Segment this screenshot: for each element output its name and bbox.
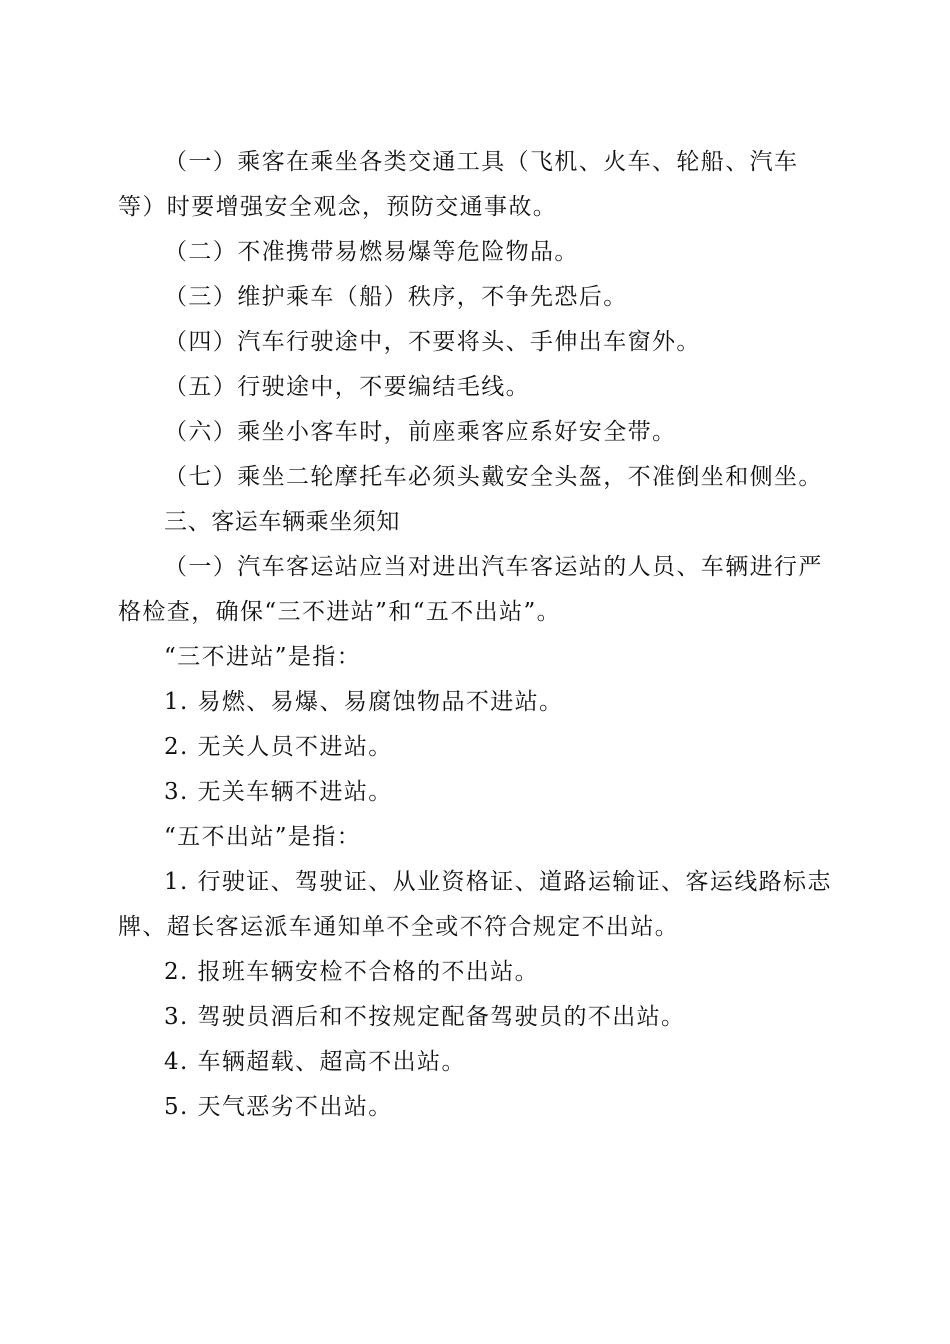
subheading-three-no-entry: “三不进站”是指： — [164, 644, 362, 670]
paragraph-seat-belt: （六）乘坐小客车时，前座乘客应系好安全带。 — [164, 419, 677, 445]
paragraph-no-dangerous-goods: （二）不准携带易燃易爆等危险物品。 — [164, 239, 579, 265]
list-item: 4. 车辆超载、超高不出站。 — [164, 1049, 466, 1075]
list-item: 1. 易燃、易爆、易腐蚀物品不进站。 — [164, 689, 564, 715]
list-item: 2. 无关人员不进站。 — [164, 734, 393, 760]
paragraph-no-head-out-window: （四）汽车行驶途中，不要将头、手伸出车窗外。 — [164, 329, 701, 355]
list-item: 3. 驾驶员酒后和不按规定配备驾驶员的不出站。 — [164, 1004, 686, 1030]
paragraph-motorcycle-helmet: （七）乘坐二轮摩托车必须头戴安全头盔，不准倒坐和侧坐。 — [164, 464, 823, 490]
subheading-five-no-departure: “五不出站”是指： — [164, 824, 362, 850]
list-item: 1. 行驶证、驾驶证、从业资格证、道路运输证、客运线路标志牌、超长客运派车通知单不全或不符合规定不出站。 — [118, 869, 832, 940]
list-item: 3. 无关车辆不进站。 — [164, 779, 393, 805]
paragraph-passenger-safety: （一）乘客在乘坐各类交通工具（飞机、火车、轮船、汽车等）时要增强安全观念，预防交通事故。 — [118, 149, 799, 220]
list-item: 5. 天气恶劣不出站。 — [164, 1094, 393, 1120]
paragraph-no-knitting: （五）行驶途中，不要编结毛线。 — [164, 374, 530, 400]
paragraph-boarding-order: （三）维护乘车（船）秩序，不争先恐后。 — [164, 284, 628, 310]
list-item: 2. 报班车辆安检不合格的不出站。 — [164, 959, 540, 985]
section-heading: 三、客运车辆乘坐须知 — [164, 509, 400, 535]
document-body — [118, 140, 834, 1130]
paragraph-station-inspection: （一）汽车客运站应当对进出汽车客运站的人员、车辆进行严格检查，确保“三不进站”和“五不出站”。 — [118, 554, 823, 625]
